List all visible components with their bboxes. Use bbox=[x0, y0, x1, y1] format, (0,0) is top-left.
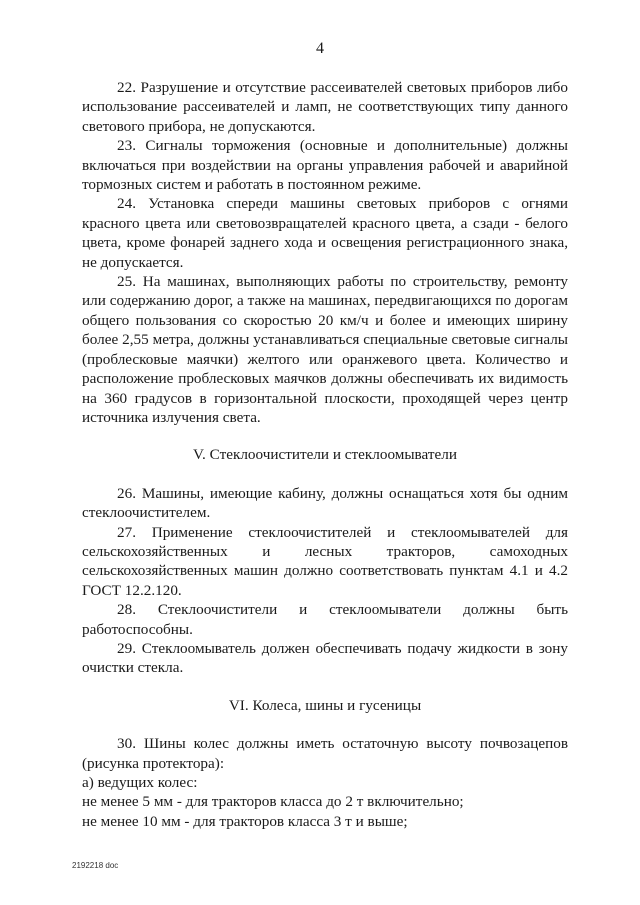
paragraph-23: 23. Сигналы торможения (основные и дополнительные) должны включаться при воздействии на органы управления рабочей и аварийной тормозных систем и работать в постоянном режиме. bbox=[82, 137, 568, 194]
paragraph-24: 24. Установка спереди машины световых приборов с огнями красного цвета или световозвращателей красного цвета, а сзади - белого цвета, кроме фонарей заднего хода и освещения регистрационного знака, не допускается. bbox=[82, 195, 568, 271]
document-body bbox=[82, 78, 568, 831]
section-v-heading: V. Стеклоочистители и стеклоомыватели bbox=[193, 446, 457, 464]
page-number: 4 bbox=[316, 40, 324, 57]
paragraph-25: 25. На машинах, выполняющих работы по строительству, ремонту или содержанию дорог, а также на машинах, передвигающихся по дорогам общего пользования со скоростью 20 км/ч и более и имеющих ширину более 2,55 метра, должны устанавливаться специальные световые сигналы (проблесковые маячки) желтого или оранжевого цвета. Количество и расположение проблесковых маячков должны обеспечивать их видимость на 360 градусов в горизонтальной плоскости, проходящей через центр источника излучения света. bbox=[82, 273, 568, 426]
paragraph-28: 28. Стеклоочистители и стеклоомыватели должны быть работоспособны. bbox=[82, 601, 568, 638]
paragraph-27: 27. Применение стеклоочистителей и стеклоомывателей для сельскохозяйственных и лесных тракторов, самоходных сельскохозяйственных машин должно соответствовать пунктам 4.1 и 4.2 ГОСТ 12.2.120. bbox=[82, 523, 568, 599]
paragraph-30: 30. Шины колес должны иметь остаточную высоту почвозацепов (рисунка протектора): bbox=[82, 735, 568, 772]
footer-doc-id: 2192218 doc bbox=[72, 861, 119, 870]
paragraph-22: 22. Разрушение и отсутствие рассеивателей световых приборов либо использование рассеивателей и ламп, не соответствующих типу данного светового прибора, не допускаются. bbox=[82, 79, 568, 135]
item-line-2: не менее 10 мм - для тракторов класса 3 т и выше; bbox=[82, 812, 408, 830]
paragraph-26: 26. Машины, имеющие кабину, должны оснащаться хотя бы одним стеклоочистителем. bbox=[82, 484, 568, 522]
section-vi-heading: VI. Колеса, шины и гусеницы bbox=[228, 696, 422, 714]
item-a: а) ведущих колес: bbox=[82, 774, 198, 791]
item-line-1: не менее 5 мм - для тракторов класса до 2 т включительно; bbox=[82, 793, 464, 811]
paragraph-29: 29. Стеклоомыватель должен обеспечивать подачу жидкости в зону очистки стекла. bbox=[82, 639, 568, 677]
